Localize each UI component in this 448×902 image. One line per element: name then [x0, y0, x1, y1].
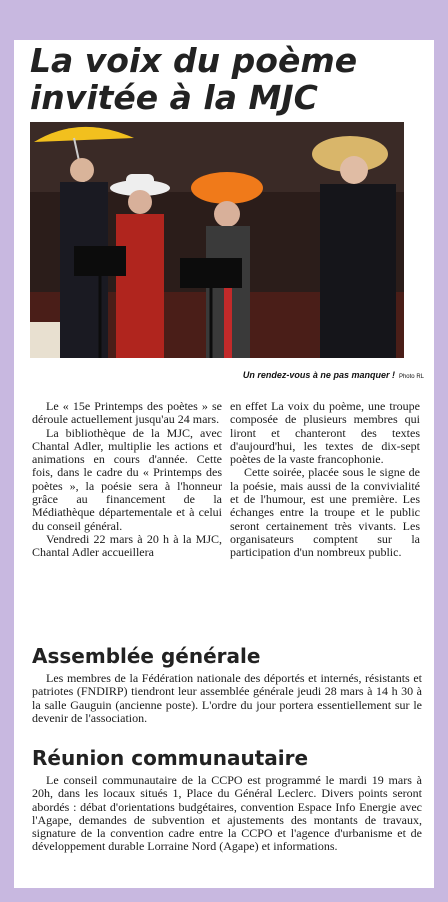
paragraph: Cette soirée, placée sous le signe de la poésie, mais aussi de la convivialité et de l'humour, est une première. Les échanges entre la troupe et le public seront certainement très vivants. Les organisateurs comptent sur la participation d'un nombreux public.: [230, 465, 420, 560]
newspaper-clipping: [14, 40, 434, 888]
photo-caption: [164, 370, 424, 380]
section-title-assemblee: Assemblée générale: [32, 644, 261, 668]
section-text-assemblee: Les membres de la Fédération nationale des déportés et internés, résistants et patriotes (FNDIRP) tiendront leur assemblée générale jeudi 28 mars à 14 h 30 à la salle Gauguin (ancienne poste). L'ordre du jour portera essentiellement sur le devenir de l'association.: [32, 671, 422, 725]
article-photo: [30, 122, 404, 358]
caption-text: Un rendez-vous à ne pas manquer !: [242, 370, 395, 380]
paragraph: Le « 15e Printemps des poètes » se déroule actuellement jusqu'au 24 mars.: [32, 399, 222, 427]
headline: [30, 42, 430, 116]
article-column-1: [32, 400, 222, 560]
paragraph: La bibliothèque de la MJC, avec Chantal Adler, multiplie les actions et animations en cours d'année. Cette fois, dans le cadre du « Printemps des poètes », la poésie sera à l'honneur grâce au financement de la Médiathèque départementale et à celui du conseil général.: [32, 425, 222, 533]
photo-illustration: [30, 122, 404, 358]
headline-line-2: invitée à la MJC: [30, 78, 318, 117]
headline-line-1: La voix du poème: [30, 41, 358, 80]
paragraph: Vendredi 22 mars à 20 h à la MJC, Chantal Adler accueillera: [32, 531, 222, 560]
paragraph: en effet La voix du poème, une troupe composée de plusieurs membres qui liront et chanteront des textes d'aujourd'hui, les textes de dix-sept poètes de la vaste francophonie.: [230, 399, 420, 467]
photo-credit: Photo RL: [398, 374, 424, 380]
article-column-2: [230, 400, 420, 560]
section-text-reunion: Le conseil communautaire de la CCPO est programmé le mardi 19 mars à 20h, dans les locaux situés 1, Place du Général Leclerc. Divers points seront abordés : débat d'orientations budgétaires, convention Espace Info Energie avec l'Agape, demandes de subvention et ajustements des montants de travaux, signature de la convention cadre entre la CCPO et l'agence d'urbanisme et de développement durable Lorraine Nord (Agape) et informations.: [32, 773, 422, 854]
section-title-reunion: Réunion communautaire: [32, 746, 309, 770]
